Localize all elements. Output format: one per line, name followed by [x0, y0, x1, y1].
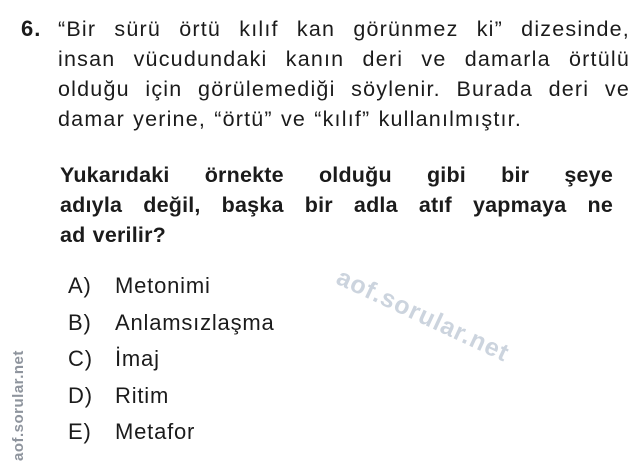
question-stem — [60, 160, 613, 250]
paragraph-line: “Bir sürü örtü kılıf kan görünmez ki” dizesinde, — [58, 17, 630, 41]
option-letter: B) — [68, 309, 92, 335]
watermark-diagonal: aof.sorular.net — [332, 263, 514, 368]
answer-option-c[interactable] — [68, 344, 275, 374]
question-paragraph — [58, 14, 630, 134]
option-label: Anlamsızlaşma — [115, 309, 275, 335]
answer-option-d[interactable] — [68, 381, 275, 411]
option-letter: A) — [68, 273, 92, 298]
option-label: Metafor — [115, 419, 196, 444]
option-letter: D) — [68, 382, 93, 408]
stem-line: Yukarıdaki örnekte olduğu gibi bir şeye — [60, 163, 613, 187]
option-label: Metonimi — [115, 273, 211, 298]
paragraph-line: damar yerine, “örtü” ve “kılıf” kullanılmıştır. — [58, 107, 523, 131]
question-number: 6. — [21, 16, 42, 41]
stem-line: adıyla değil, başka bir adla atıf yapmaya ne — [60, 193, 613, 217]
option-label: İmaj — [115, 346, 160, 371]
watermark-vertical: aof.sorular.net — [10, 350, 27, 461]
option-letter: C) — [68, 346, 93, 371]
answer-option-a[interactable] — [68, 271, 275, 301]
answer-option-b[interactable] — [68, 308, 275, 338]
answer-options — [68, 271, 275, 454]
answer-option-e[interactable] — [68, 417, 275, 447]
stem-line: ad verilir? — [60, 223, 166, 247]
option-letter: E) — [68, 419, 92, 444]
paragraph-line: olduğu için görülemediği söylenir. Burada deri ve — [58, 77, 630, 101]
option-label: Ritim — [115, 382, 170, 408]
paragraph-line: insan vücudundaki kanın deri ve damarla örtülü — [58, 47, 630, 71]
